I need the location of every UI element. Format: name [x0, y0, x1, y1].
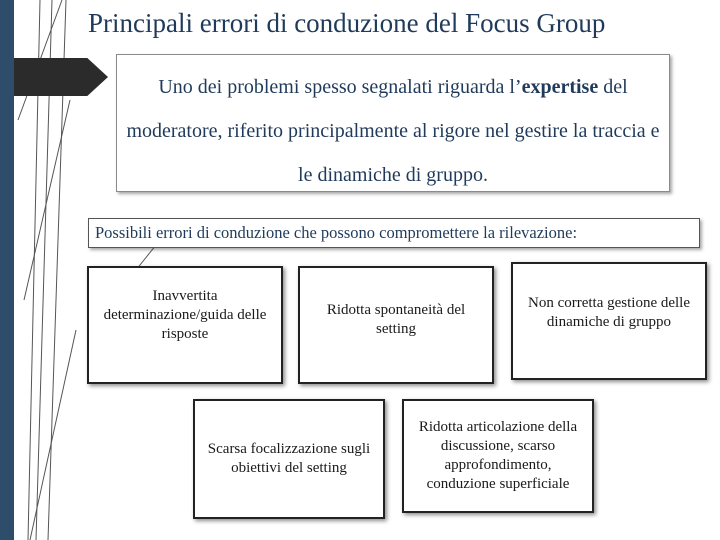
- intro-text-continued: del moderatore, riferito principalmente al rigore nel gestire la traccia e le dinamiche di gruppo.: [126, 76, 660, 186]
- error-label: Inavvertita determinazione/guida delle risposte: [103, 287, 267, 342]
- error-box-guidance: [87, 266, 283, 384]
- intro-keyword: expertise: [521, 76, 599, 98]
- error-box-focus: [193, 399, 385, 519]
- errors-heading: Possibili errori di conduzione che possono compromettere la rilevazione:: [88, 218, 700, 248]
- intro-text-box: [116, 54, 670, 192]
- intro-text: Uno dei problemi spesso segnalati riguarda l’: [158, 76, 522, 98]
- error-label: Ridotta articolazione della discussione, scarso approfondimento, conduzione superficiale: [418, 419, 578, 492]
- error-label: Non corretta gestione delle dinamiche di gruppo: [527, 295, 691, 330]
- error-label: Scarsa focalizzazione sugli obiettivi del setting: [207, 441, 371, 476]
- error-box-spontaneity: [298, 266, 494, 384]
- page-title: Principali errori di conduzione del Focus Group: [88, 8, 606, 38]
- left-accent-bar: [0, 0, 14, 540]
- arrow-icon: [14, 58, 108, 96]
- error-box-group-dynamics: [511, 262, 707, 380]
- error-box-articulation: [402, 399, 594, 513]
- error-label: Ridotta spontaneità del setting: [326, 302, 466, 337]
